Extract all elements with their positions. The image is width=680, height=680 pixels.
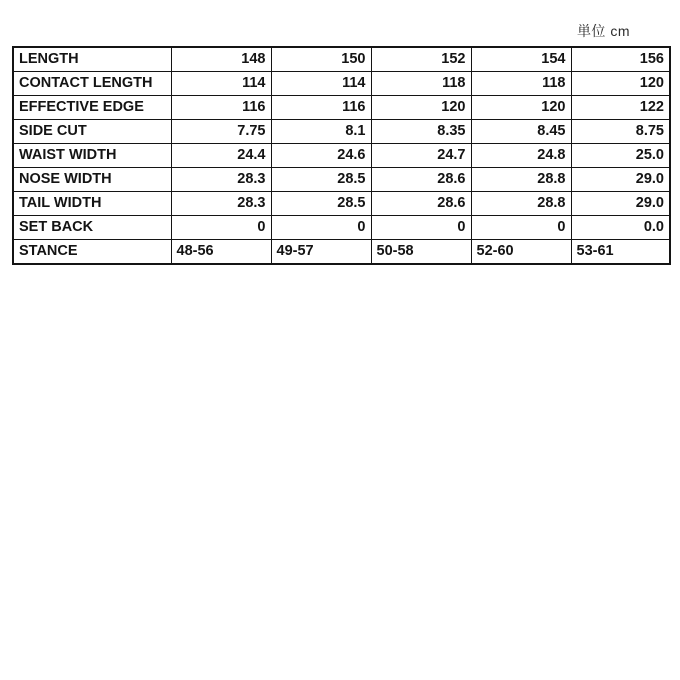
table-cell: 29.0 — [571, 192, 670, 216]
table-cell: 152 — [371, 47, 471, 72]
table-cell: 53-61 — [571, 240, 670, 265]
row-label: WAIST WIDTH — [13, 144, 171, 168]
table-cell: 28.8 — [471, 168, 571, 192]
table-cell: 28.5 — [271, 192, 371, 216]
table-cell: 8.45 — [471, 120, 571, 144]
table-cell: 118 — [371, 72, 471, 96]
spec-table — [12, 46, 671, 265]
table-row — [13, 168, 670, 192]
table-cell: 50-58 — [371, 240, 471, 265]
table-row — [13, 216, 670, 240]
table-cell: 0 — [171, 216, 271, 240]
table-row — [13, 120, 670, 144]
table-cell: 120 — [571, 72, 670, 96]
table-cell: 24.7 — [371, 144, 471, 168]
table-cell: 0 — [271, 216, 371, 240]
table-cell: 120 — [471, 96, 571, 120]
table-cell: 28.3 — [171, 168, 271, 192]
table-cell: 0 — [471, 216, 571, 240]
table-row — [13, 144, 670, 168]
table-cell: 25.0 — [571, 144, 670, 168]
table-cell: 114 — [171, 72, 271, 96]
table-row — [13, 72, 670, 96]
unit-note: 単位 cm — [576, 23, 630, 39]
table-cell: 52-60 — [471, 240, 571, 265]
row-label: NOSE WIDTH — [13, 168, 171, 192]
table-cell: 148 — [171, 47, 271, 72]
table-row — [13, 240, 670, 265]
table-cell: 49-57 — [271, 240, 371, 265]
table-cell: 24.4 — [171, 144, 271, 168]
table-cell: 118 — [471, 72, 571, 96]
table-cell: 28.6 — [371, 192, 471, 216]
table-cell: 28.5 — [271, 168, 371, 192]
table-cell: 24.6 — [271, 144, 371, 168]
table-cell: 154 — [471, 47, 571, 72]
row-label: TAIL WIDTH — [13, 192, 171, 216]
row-label: SIDE CUT — [13, 120, 171, 144]
table-cell: 116 — [171, 96, 271, 120]
table-cell: 7.75 — [171, 120, 271, 144]
table-cell: 8.75 — [571, 120, 670, 144]
row-label: STANCE — [13, 240, 171, 265]
table-row — [13, 96, 670, 120]
table-cell: 120 — [371, 96, 471, 120]
table-cell: 24.8 — [471, 144, 571, 168]
table-cell: 116 — [271, 96, 371, 120]
row-label: SET BACK — [13, 216, 171, 240]
row-label: CONTACT LENGTH — [13, 72, 171, 96]
table-cell: 8.35 — [371, 120, 471, 144]
table-row — [13, 47, 670, 72]
table-cell: 114 — [271, 72, 371, 96]
row-label: EFFECTIVE EDGE — [13, 96, 171, 120]
spec-table-body — [13, 47, 670, 264]
table-cell: 28.3 — [171, 192, 271, 216]
table-cell: 29.0 — [571, 168, 670, 192]
table-cell: 122 — [571, 96, 670, 120]
table-cell: 8.1 — [271, 120, 371, 144]
table-cell: 28.6 — [371, 168, 471, 192]
table-cell: 150 — [271, 47, 371, 72]
table-cell: 48-56 — [171, 240, 271, 265]
row-label: LENGTH — [13, 47, 171, 72]
table-cell: 156 — [571, 47, 670, 72]
table-cell: 0 — [371, 216, 471, 240]
table-cell: 0.0 — [571, 216, 670, 240]
table-row — [13, 192, 670, 216]
table-cell: 28.8 — [471, 192, 571, 216]
